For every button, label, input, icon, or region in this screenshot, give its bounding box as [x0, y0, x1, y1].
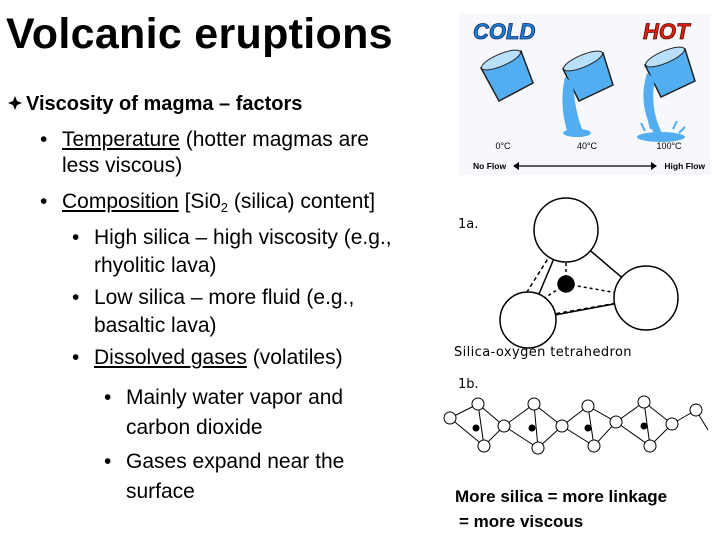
bullet-dot: •: [72, 226, 80, 249]
tetrahedron-label: Silica-oxygen tetrahedron: [454, 345, 632, 360]
bullet-dot: •: [40, 128, 48, 151]
high-silica-text: High silica – high viscosity (e.g.,: [94, 226, 392, 249]
label-1a: 1a.: [458, 217, 479, 232]
temp-40: 40°C: [576, 141, 598, 151]
bullet-low-silica: [72, 286, 354, 310]
diamond-bullet-icon: [8, 92, 26, 116]
bullet-dot: •: [104, 450, 112, 473]
composition-text-end: (silica) content]: [228, 190, 376, 213]
low-silica-continuation: basaltic lava): [94, 314, 217, 337]
gases-text: (volatiles): [246, 346, 343, 369]
water-text: Mainly water vapor and: [126, 386, 344, 409]
hot-label: HOT: [643, 19, 690, 44]
heading-line: [8, 92, 302, 116]
no-flow-label: No Flow: [473, 161, 507, 171]
bullet-gases: [72, 346, 343, 370]
high-silica-continuation: rhyolitic lava): [94, 254, 217, 277]
bullet-water: [104, 386, 343, 410]
tetrahedron-icon: [500, 198, 678, 348]
temp-100: 100°C: [656, 141, 682, 151]
label-1b: 1b.: [458, 377, 479, 392]
slide-title: Volcanic eruptions: [6, 10, 393, 58]
composition-term: Composition: [62, 190, 179, 213]
bullet-high-silica: [72, 226, 392, 250]
expand-continuation: surface: [126, 480, 195, 503]
figure-caption: [455, 484, 667, 534]
gases-term: Dissolved gases: [94, 346, 247, 369]
bullet-dot: •: [72, 346, 80, 369]
temperature-term: Temperature: [62, 128, 180, 151]
bullet-expand: [104, 450, 344, 474]
water-continuation: carbon dioxide: [126, 416, 263, 439]
viscosity-temperature-figure: [459, 13, 711, 175]
bullet-dot: •: [72, 286, 80, 309]
bullet-dot: •: [104, 386, 112, 409]
bullet-temperature: [40, 128, 369, 152]
caption-line-1: More silica = more linkage: [455, 487, 668, 506]
high-flow-label: High Flow: [664, 161, 705, 171]
silica-tetrahedron-figure: [438, 190, 718, 472]
heading-text: Viscosity of magma – factors: [26, 93, 303, 115]
expand-text: Gases expand near the: [126, 450, 345, 473]
cold-label: COLD: [473, 19, 536, 44]
temp-0: 0°C: [495, 141, 511, 151]
caption-line-2: = more viscous: [459, 512, 584, 531]
bullet-dot: •: [40, 190, 48, 213]
temperature-continuation: less viscous): [62, 154, 183, 177]
bullet-composition: [40, 190, 375, 220]
silica-chain-icon: [444, 396, 708, 454]
composition-subscript: 2: [220, 200, 228, 215]
low-silica-text: Low silica – more fluid (e.g.,: [94, 286, 355, 309]
temperature-text: (hotter magmas are: [179, 128, 369, 151]
composition-text: [Si0: [178, 190, 221, 213]
